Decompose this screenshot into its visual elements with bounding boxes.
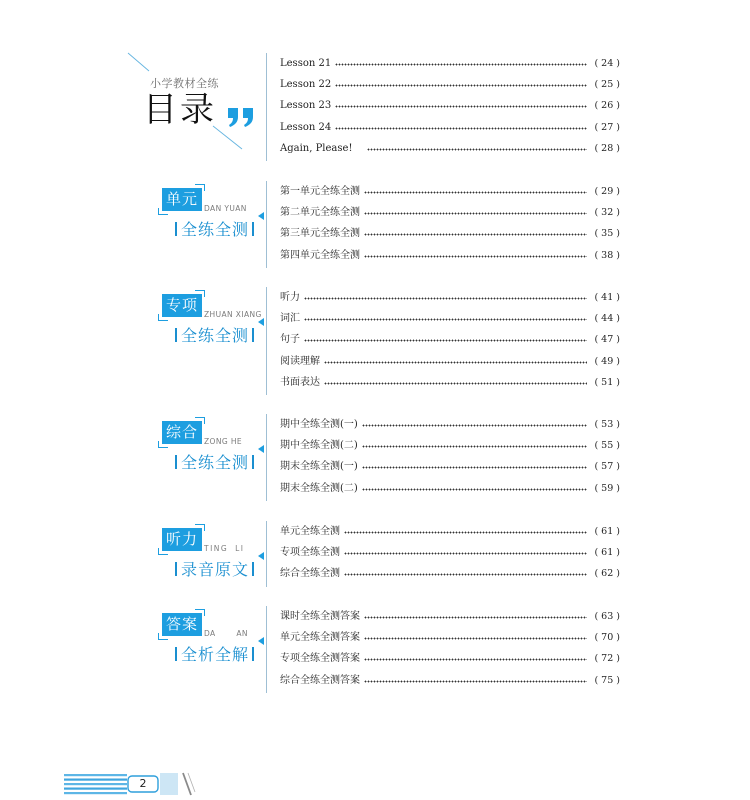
dot-leader	[364, 255, 587, 258]
entry-page: ( 63 )	[594, 611, 620, 623]
section-header	[158, 421, 268, 481]
entry-page: ( 61 )	[594, 547, 620, 559]
dot-leader	[367, 148, 587, 151]
entry-title: 阅读理解	[280, 355, 320, 367]
entry-page: ( 57 )	[594, 461, 620, 473]
section-label: 听力	[162, 528, 202, 551]
section-subtitle: 全析全解	[175, 646, 254, 664]
dot-leader	[324, 382, 587, 385]
dot-leader	[335, 63, 587, 66]
dot-leader	[335, 127, 587, 130]
entry-title: 单元全练全测	[280, 525, 340, 537]
dot-leader	[364, 212, 587, 215]
toc-entry	[280, 224, 620, 245]
toc-entry	[280, 181, 620, 202]
dot-leader	[362, 424, 588, 427]
toc-entry	[280, 564, 620, 585]
dot-leader	[364, 616, 587, 619]
entry-title: 词汇	[280, 312, 300, 324]
dot-leader	[364, 680, 587, 683]
toc-entry	[280, 287, 620, 308]
dot-leader	[344, 531, 587, 534]
entry-page: ( 59 )	[594, 483, 620, 495]
entry-page: ( 72 )	[594, 653, 620, 665]
triangle-pointer-icon	[258, 212, 264, 220]
toc-entry	[280, 627, 620, 648]
entry-title: 综合全练全测答案	[280, 674, 360, 686]
entry-page: ( 26 )	[594, 100, 620, 112]
section-label: 答案	[162, 613, 202, 636]
dot-leader	[362, 445, 588, 448]
toc-entry	[280, 245, 620, 266]
dot-leader	[324, 361, 587, 364]
entry-title: 期末全练全测(二)	[280, 482, 358, 494]
entry-page: ( 35 )	[594, 228, 620, 240]
section-header	[158, 613, 268, 673]
entry-page: ( 53 )	[594, 419, 620, 431]
section-label: 单元	[162, 188, 202, 211]
entry-title: 期中全练全测(一)	[280, 418, 358, 430]
entry-title: 第二单元全练全测	[280, 206, 360, 218]
entry-page: ( 70 )	[594, 632, 620, 644]
entry-title: 听力	[280, 291, 300, 303]
toc-entry	[280, 521, 620, 542]
toc-entry	[280, 330, 620, 351]
triangle-pointer-icon	[258, 445, 264, 453]
toc-entry	[280, 478, 620, 499]
entry-page: ( 47 )	[594, 334, 620, 346]
toc-list	[266, 53, 620, 161]
section-pinyin: DA AN	[204, 629, 248, 638]
entry-page: ( 61 )	[594, 526, 620, 538]
toc-entry	[280, 435, 620, 456]
dot-leader	[362, 466, 588, 469]
dot-leader	[362, 488, 588, 491]
entry-title: 课时全练全测答案	[280, 610, 360, 622]
entry-title: Lesson 21	[280, 57, 332, 69]
toc-entry	[280, 96, 620, 117]
entry-title: Lesson 24	[280, 121, 332, 133]
entry-title: 综合全练全测	[280, 568, 340, 580]
entry-title: 单元全练全测答案	[280, 631, 360, 643]
dot-leader	[304, 339, 587, 342]
entry-page: ( 27 )	[594, 122, 620, 134]
toc-list	[266, 287, 620, 395]
section-header	[158, 188, 268, 248]
section-subtitle: 录音原文	[175, 561, 254, 579]
toc-entry	[280, 351, 620, 372]
entry-title: 期中全练全测(二)	[280, 439, 358, 451]
toc-entry	[280, 74, 620, 95]
section-subtitle: 全练全测	[175, 454, 254, 472]
toc-entry	[280, 372, 620, 393]
toc-entry	[280, 542, 620, 563]
entry-title: 专项全练全测答案	[280, 653, 360, 665]
dot-leader	[364, 637, 587, 640]
entry-title: 第三单元全练全测	[280, 228, 360, 240]
section-header	[158, 294, 268, 354]
page-title: 目录	[143, 90, 217, 130]
entry-title: Lesson 23	[280, 100, 332, 112]
toc-entry	[280, 117, 620, 138]
toc-entry	[280, 202, 620, 223]
section-label: 综合	[162, 421, 202, 444]
entry-title: 书面表达	[280, 376, 320, 388]
dot-leader	[335, 84, 587, 87]
entry-title: 期末全练全测(一)	[280, 461, 358, 473]
entry-page: ( 44 )	[594, 313, 620, 325]
entry-page: ( 25 )	[594, 79, 620, 91]
entry-title: Lesson 22	[280, 78, 332, 90]
toc-entry	[280, 606, 620, 627]
toc-list	[266, 521, 620, 587]
dot-leader	[344, 573, 587, 576]
dot-leader	[344, 552, 587, 555]
entry-page: ( 62 )	[594, 568, 620, 580]
triangle-pointer-icon	[258, 637, 264, 645]
entry-page: ( 49 )	[594, 356, 620, 368]
entry-title: Again, Please!	[280, 142, 353, 154]
toc-entry	[280, 649, 620, 670]
dot-leader	[364, 658, 587, 661]
toc-entry	[280, 138, 620, 159]
section-subtitle: 全练全测	[175, 327, 254, 345]
entry-page: ( 24 )	[594, 58, 620, 70]
entry-page: ( 28 )	[594, 143, 620, 155]
section-pinyin: TING LI	[204, 544, 245, 553]
section-pinyin: DAN YUAN	[204, 204, 247, 213]
section-pinyin: ZHUAN XIANG	[204, 310, 262, 319]
entry-page: ( 32 )	[594, 207, 620, 219]
toc-entry	[280, 53, 620, 74]
dot-leader	[304, 318, 587, 321]
toc-entry	[280, 457, 620, 478]
entry-page: ( 51 )	[594, 377, 620, 389]
toc-entry	[280, 414, 620, 435]
entry-title: 第四单元全练全测	[280, 249, 360, 261]
section-header	[158, 528, 268, 588]
entry-page: ( 38 )	[594, 250, 620, 262]
page-number: 2	[139, 777, 147, 790]
dot-leader	[304, 297, 587, 300]
dot-leader	[335, 105, 587, 108]
triangle-pointer-icon	[258, 318, 264, 326]
toc-entry	[280, 308, 620, 329]
toc-entry	[280, 670, 620, 691]
section-label: 专项	[162, 294, 202, 317]
entry-page: ( 29 )	[594, 186, 620, 198]
toc-list	[266, 181, 620, 268]
dot-leader	[364, 191, 587, 194]
quote-mark-icon	[227, 107, 257, 129]
entry-page: ( 75 )	[594, 675, 620, 687]
section-pinyin: ZONG HE	[204, 437, 243, 446]
entry-page: ( 41 )	[594, 292, 620, 304]
dot-leader	[364, 233, 587, 236]
entry-title: 专项全练全测	[280, 546, 340, 558]
entry-title: 第一单元全练全测	[280, 185, 360, 197]
section-subtitle: 全练全测	[175, 221, 254, 239]
entry-title: 句子	[280, 334, 300, 346]
toc-list	[266, 414, 620, 501]
series-name: 小学教材全练	[150, 77, 219, 90]
triangle-pointer-icon	[258, 552, 264, 560]
entry-page: ( 55 )	[594, 440, 620, 452]
toc-list	[266, 606, 620, 693]
